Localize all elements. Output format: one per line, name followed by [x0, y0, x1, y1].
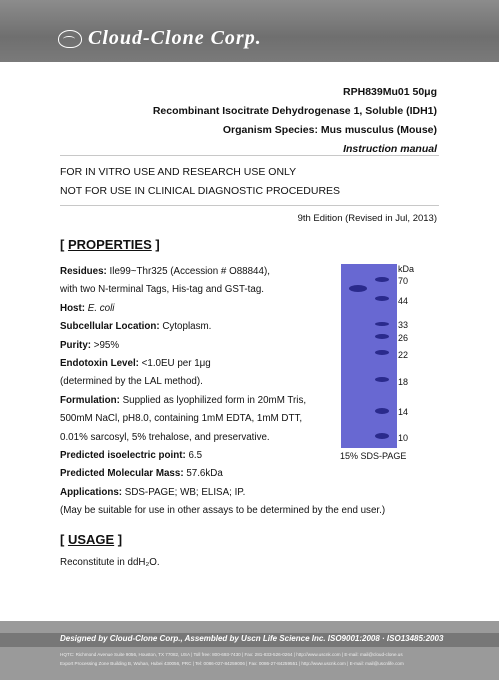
cloud-logo-icon — [58, 30, 82, 48]
footer-address-2: Export Processing Zone Building B, Wuhan, Hubei 430056, PRC | Tel: 0086-027-84259006 | Fax: 0086-27-84259551 | http://www.uscnk.com | E-mail: mail@uscnlife.com — [60, 661, 404, 666]
marker-label: 44 — [398, 296, 409, 306]
residues-row: Residues: Ile99~Thr325 (Accession # O88844), — [60, 266, 270, 277]
catalog-number: RPH839Mu01 50μg — [343, 86, 437, 98]
product-title-block — [153, 83, 437, 159]
notice-line-1: FOR IN VITRO USE AND RESEARCH USE ONLY — [60, 166, 297, 178]
divider — [60, 205, 439, 206]
marker-label: 22 — [398, 350, 409, 360]
host-row: Host: E. coli — [60, 302, 115, 314]
marker-label: 18 — [398, 377, 409, 387]
usage-text: Reconstitute in ddH₂O. — [60, 557, 160, 568]
residues-row-cont: with two N-terminal Tags, His-tag and GST-tag. — [60, 284, 264, 296]
purity-row: Purity: >95% — [60, 339, 120, 351]
marker-label: 14 — [398, 407, 409, 417]
footer-main-line: Designed by Cloud-Clone Corp., Assembled by Uscn Life Science Inc. ISO9001:2008 · ISO13485:2003 — [60, 634, 444, 643]
usage-heading-text: USAGE — [67, 532, 115, 547]
product-name: Recombinant Isocitrate Dehydrogenase 1, Soluble (IDH1) — [152, 105, 437, 117]
notice-line-2: NOT FOR USE IN CLINICAL DIAGNOSTIC PROCEDURES — [60, 185, 341, 197]
endotoxin-row-cont: (determined by the LAL method). — [60, 376, 203, 388]
properties-heading: [ PROPERTIES ] — [60, 237, 160, 252]
sample-band — [349, 285, 367, 292]
instruction-manual-label: Instruction manual — [343, 143, 437, 155]
organism-species: Organism Species: Mus musculus (Mouse) — [222, 124, 437, 136]
formulation-row-cont-2: 0.01% sarcosyl, 5% trehalose, and preservative. — [60, 431, 270, 443]
marker-band — [375, 334, 389, 339]
formulation-row: Formulation: Supplied as lyophilized form in 20mM Tris, — [60, 394, 307, 406]
marker-band — [375, 377, 389, 382]
header-banner — [0, 0, 499, 62]
marker-label: 26 — [398, 333, 409, 343]
marker-band — [375, 433, 389, 439]
marker-band — [375, 296, 389, 301]
sds-page-gel-image — [341, 264, 397, 448]
marker-band — [375, 350, 389, 355]
molecular-mass-row: Predicted Molecular Mass: 57.6kDa — [60, 468, 223, 480]
applications-row: Applications: SDS-PAGE; WB; ELISA; IP. — [60, 486, 246, 498]
marker-label: 70 — [398, 276, 409, 286]
usage-heading: [ USAGE ] — [60, 532, 123, 547]
usage-notice — [60, 163, 340, 201]
marker-band — [375, 277, 389, 282]
kda-unit-label: kDa — [398, 264, 415, 274]
footer-banner — [0, 621, 499, 680]
gel-caption: 15% SDS-PAGE — [340, 451, 407, 461]
company-logo — [58, 27, 262, 50]
location-row: Subcellular Location: Cytoplasm. — [60, 321, 212, 333]
marker-band — [375, 408, 389, 414]
marker-band — [375, 322, 389, 326]
edition-info: 9th Edition (Revised in Jul, 2013) — [297, 213, 437, 224]
divider — [60, 155, 439, 156]
isoelectric-row: Predicted isoelectric point: 6.5 — [60, 450, 203, 462]
company-name: Cloud-Clone Corp. — [88, 27, 262, 49]
properties-heading-text: PROPERTIES — [67, 237, 152, 252]
marker-label: 10 — [398, 433, 409, 443]
footer-address-1: HQTC: Richmond Avenue Suite 9056, Houston, TX 77082, USA | Toll free: 800-693-7430 | Fax: 281-833-526-0264 | http://www.uscnk.com | E-mail: mail@cloud-clone.us — [60, 652, 403, 657]
applications-note: (May be suitable for use in other assays to be determined by the end user.) — [60, 505, 386, 517]
marker-label: 33 — [398, 320, 409, 330]
endotoxin-row: Endotoxin Level: <1.0EU per 1μg — [60, 358, 211, 370]
formulation-row-cont-1: 500mM NaCl, pH8.0, containing 1mM EDTA, 1mM DTT, — [60, 413, 303, 425]
